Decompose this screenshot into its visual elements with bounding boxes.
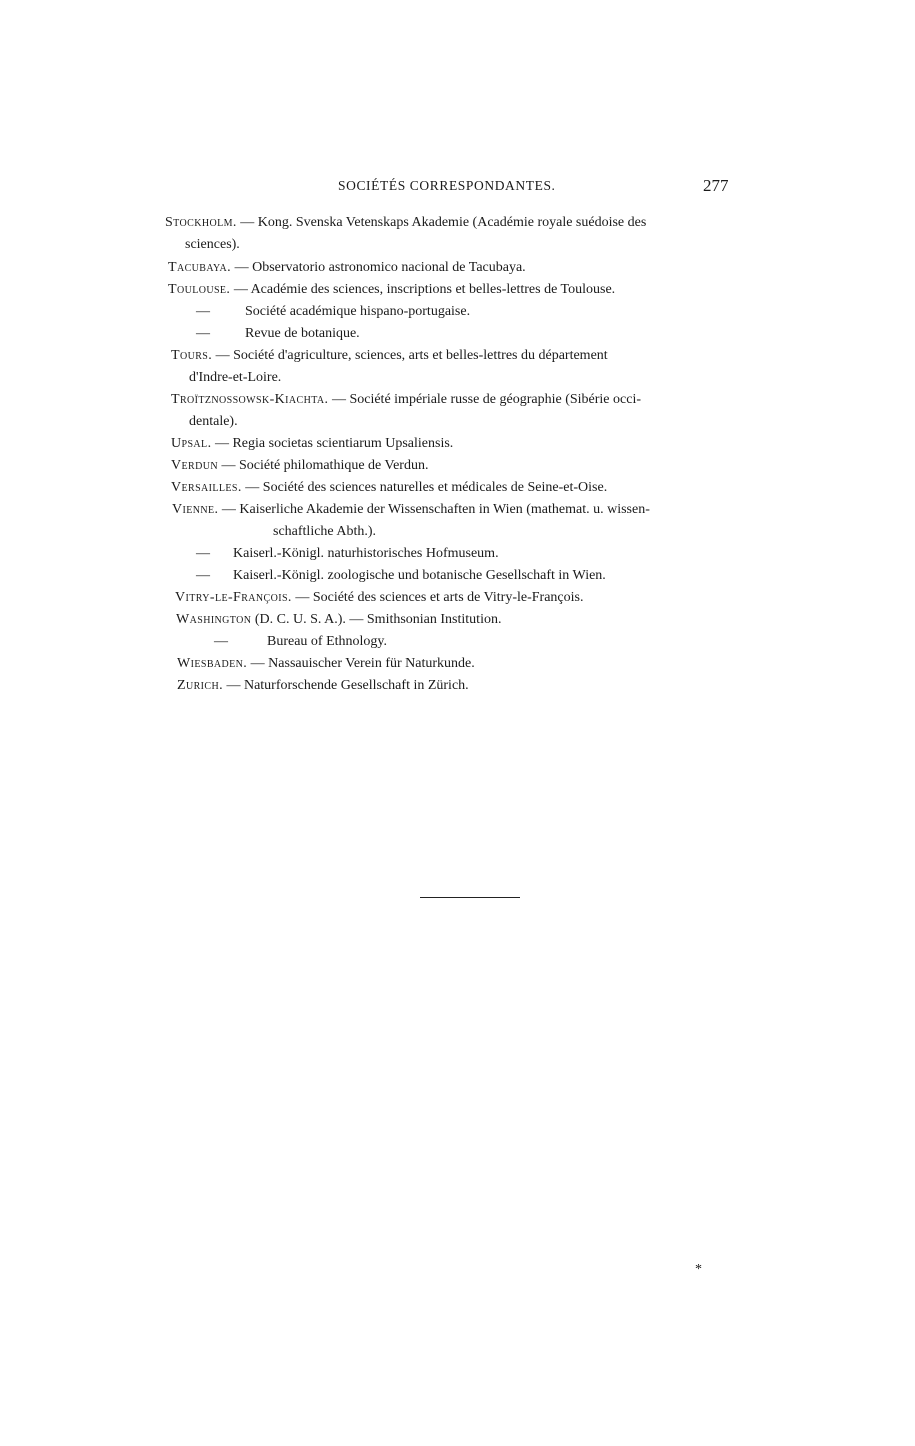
entry-text: Bureau of Ethnology.	[267, 634, 388, 649]
entry-text: Kaiserl.-Königl. naturhistorisches Hofmuseum.	[233, 546, 499, 561]
entry-separator: —	[222, 678, 244, 693]
entry-head: Tours.	[171, 348, 213, 363]
entry-head: Wiesbaden.	[177, 656, 248, 671]
entry-head: Zurich.	[177, 678, 223, 693]
page-number: 277	[703, 176, 729, 195]
entry-separator: —	[236, 215, 258, 230]
entry-text: Smithsonian Institution.	[366, 612, 502, 627]
running-title: SOCIÉTÉS CORRESPONDANTES.	[338, 178, 556, 193]
entry-separator: —	[211, 436, 233, 451]
entry-text: Société impériale russe de géographie (Sibérie occi-	[349, 392, 641, 407]
entry-text: Kaiserl.-Königl. zoologische und botanische Gesellschaft in Wien.	[233, 568, 606, 583]
entry-separator: —	[230, 282, 251, 297]
entry-separator: —	[217, 458, 239, 473]
entry-head: Versailles.	[171, 480, 242, 495]
entry-head: Troïtznossowsk-Kiachta.	[171, 392, 329, 407]
entry-separator: —	[291, 590, 313, 605]
ditto-dash: —	[196, 304, 210, 319]
entry-continuation: dentale).	[189, 414, 238, 429]
entry-text: Kaiserliche Akademie der Wissenschaften in Wien (mathemat. u. wissen-	[239, 502, 650, 517]
entry-continuation: schaftliche Abth.).	[273, 524, 377, 539]
entry-separator: (D. C. U. S. A.). —	[251, 612, 367, 627]
entry-head: Vienne.	[172, 502, 219, 517]
footer-mark: *	[695, 1262, 702, 1277]
entry-head: Toulouse.	[168, 282, 231, 297]
entry-separator: —	[218, 502, 240, 517]
entry-text: Société philomathique de Verdun.	[238, 458, 429, 473]
ditto-dash: —	[196, 326, 210, 341]
entry-separator: —	[247, 656, 269, 671]
ditto-dash: —	[214, 634, 228, 649]
entry-text: Nassauischer Verein für Naturkunde.	[268, 656, 475, 671]
entry-text: Académie des sciences, inscriptions et belles-lettres de Toulouse.	[250, 282, 616, 297]
ditto-dash: —	[196, 546, 210, 561]
entry-text: Observatorio astronomico nacional de Tacubaya.	[252, 260, 526, 275]
entry-head: Vitry-le-François.	[175, 590, 292, 605]
entry-text: Société d'agriculture, sciences, arts et belles-lettres du département	[233, 348, 608, 363]
entry-text: Société académique hispano-portugaise.	[245, 304, 471, 319]
entry-separator: —	[231, 260, 253, 275]
entry-separator: —	[212, 348, 234, 363]
entry-text: Société des sciences et arts de Vitry-le-François.	[312, 590, 584, 605]
entry-text: Revue de botanique.	[245, 326, 360, 341]
entry-head: Verdun	[171, 458, 218, 473]
entry-head: Tacubaya.	[168, 260, 232, 275]
entry-head: Upsal.	[171, 436, 212, 451]
entry-continuation: d'Indre-et-Loire.	[189, 370, 282, 385]
ditto-dash: —	[196, 568, 210, 583]
entry-text: Société des sciences naturelles et médicales de Seine-et-Oise.	[262, 480, 608, 495]
entry-text: Naturforschende Gesellschaft in Zürich.	[243, 678, 469, 693]
section-rule	[420, 897, 520, 898]
entry-head: Stockholm.	[165, 215, 237, 230]
entry-continuation: sciences).	[185, 237, 240, 252]
entry-separator: —	[241, 480, 263, 495]
running-head	[0, 176, 915, 200]
entry-separator: —	[328, 392, 350, 407]
entry-text: Regia societas scientiarum Upsaliensis.	[232, 436, 454, 451]
entry-text: Kong. Svenska Vetenskaps Akademie (Académie royale suédoise des	[257, 215, 647, 230]
entry-head: Washington	[176, 612, 252, 627]
